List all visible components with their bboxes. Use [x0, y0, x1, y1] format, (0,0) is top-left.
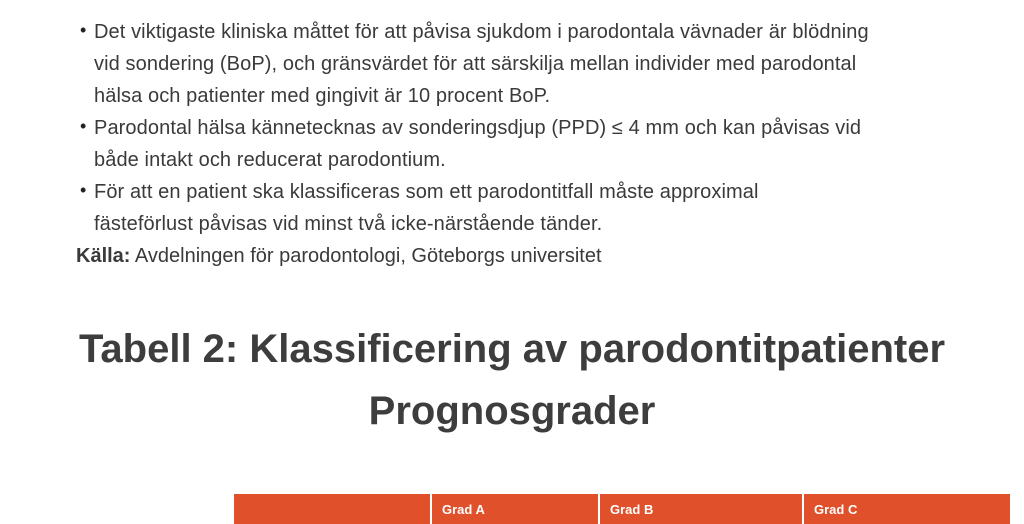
source-text: Avdelningen för parodontologi, Göteborgs universitet	[134, 245, 602, 267]
table-title-line: Tabell 2: Klassificering av parodontitpatienter	[78, 327, 946, 371]
table-header-cell	[234, 494, 432, 524]
table-subtitle-line: Prognosgrader	[368, 389, 656, 433]
bullet-line: fästeförlust påvisas vid minst två icke-närstående tänder.	[94, 213, 603, 235]
bullet-dot-icon: •	[80, 180, 87, 200]
source-label: Källa:	[76, 245, 131, 267]
bullet-line: både intakt och reducerat parodontium.	[94, 149, 446, 171]
bullet-line: vid sondering (BoP), och gränsvärdet för att särskilja mellan individer med parodontal	[94, 53, 857, 75]
bullet-item	[78, 16, 968, 112]
bullet-dot-icon: •	[80, 20, 87, 40]
bullet-item	[78, 176, 968, 240]
table-header-cell-grade-a: Grad A	[432, 494, 600, 524]
table-header-cell-grade-c: Grad C	[814, 502, 858, 517]
table-header-cell-grade-b: Grad B	[600, 494, 804, 524]
bullet-line: För att en patient ska klassificeras som ett parodontitfall måste approximal	[94, 181, 759, 203]
bullet-dot-icon: •	[80, 116, 87, 136]
source-citation	[76, 240, 602, 272]
bullet-line: hälsa och patienter med gingivit är 10 procent BoP.	[94, 85, 551, 107]
table-header-row	[234, 494, 1010, 524]
bullet-item	[78, 112, 968, 176]
table-title	[0, 318, 1024, 442]
bullet-list	[78, 16, 968, 240]
bullet-line: Det viktigaste kliniska måttet för att påvisa sjukdom i parodontala vävnader är blödning	[94, 21, 869, 43]
bullet-line: Parodontal hälsa kännetecknas av sonderingsdjup (PPD) ≤ 4 mm och kan påvisas vid	[94, 117, 862, 139]
